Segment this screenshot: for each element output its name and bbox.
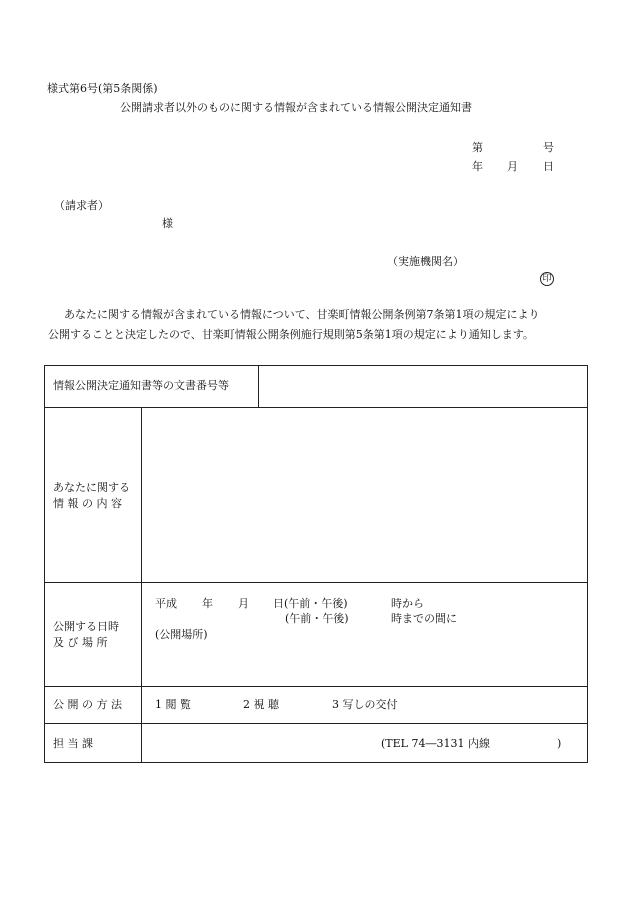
column-divider-row1 [258, 366, 259, 407]
date-day: 日 [543, 160, 554, 173]
row5-label: 担 当 課 [53, 737, 93, 750]
form-number: 様式第6号(第5条関係) [47, 82, 158, 95]
schedule-place: (公開場所) [155, 628, 208, 641]
row2-label-line2: 情 報 の 内 容 [53, 497, 122, 510]
schedule-from: 時から [391, 597, 424, 610]
schedule-era: 平成 [155, 597, 177, 610]
doc-number-go: 号 [543, 141, 554, 154]
column-divider [141, 407, 142, 762]
agency-label: （実施機関名） [387, 255, 464, 268]
page-title: 公開請求者以外のものに関する情報が含まれている情報公開決定通知書 [120, 101, 472, 114]
row2-label-line1: あなたに関する [53, 481, 130, 494]
row3-label-line2: 及 び 場 所 [53, 636, 108, 649]
body-text-line2: 公開することと決定したので、甘楽町情報公開条例施行規則第5条第1項の規定により通知します。 [48, 328, 534, 341]
contact-tel-close: ) [557, 737, 562, 750]
row-divider [45, 686, 587, 687]
row-divider [45, 723, 587, 724]
row-divider [45, 407, 587, 408]
doc-number-dai: 第 [472, 141, 483, 154]
body-text-line1: あなたに関する情報が含まれている情報について、甘楽町情報公開条例第7条第1項の規定により [64, 308, 540, 321]
notice-table [44, 365, 588, 763]
row-divider [45, 582, 587, 583]
date-year: 年 [472, 160, 483, 173]
row1-label: 情報公開決定通知書等の文書番号等 [53, 379, 229, 392]
row3-label-line1: 公開する日時 [53, 620, 119, 633]
seal-mark: 印 [540, 272, 554, 286]
date-month: 月 [507, 160, 518, 173]
contact-tel: (TEL 74―3131 内線 [381, 737, 490, 750]
row4-label: 公 開 の 方 法 [53, 698, 122, 711]
schedule-month: 月 [238, 597, 249, 610]
schedule-until-ampm: (午前・午後) [285, 612, 349, 625]
method-option: 1 閲 覧 [155, 698, 191, 711]
method-option: 2 視 聴 [243, 698, 279, 711]
method-option: 3 写しの交付 [332, 698, 398, 711]
schedule-year: 年 [202, 597, 213, 610]
requester-label: （請求者） [54, 199, 109, 212]
requester-honorific: 様 [162, 217, 173, 230]
schedule-until: 時までの間に [391, 612, 457, 625]
schedule-day-ampm: 日(午前・午後) [273, 597, 348, 610]
